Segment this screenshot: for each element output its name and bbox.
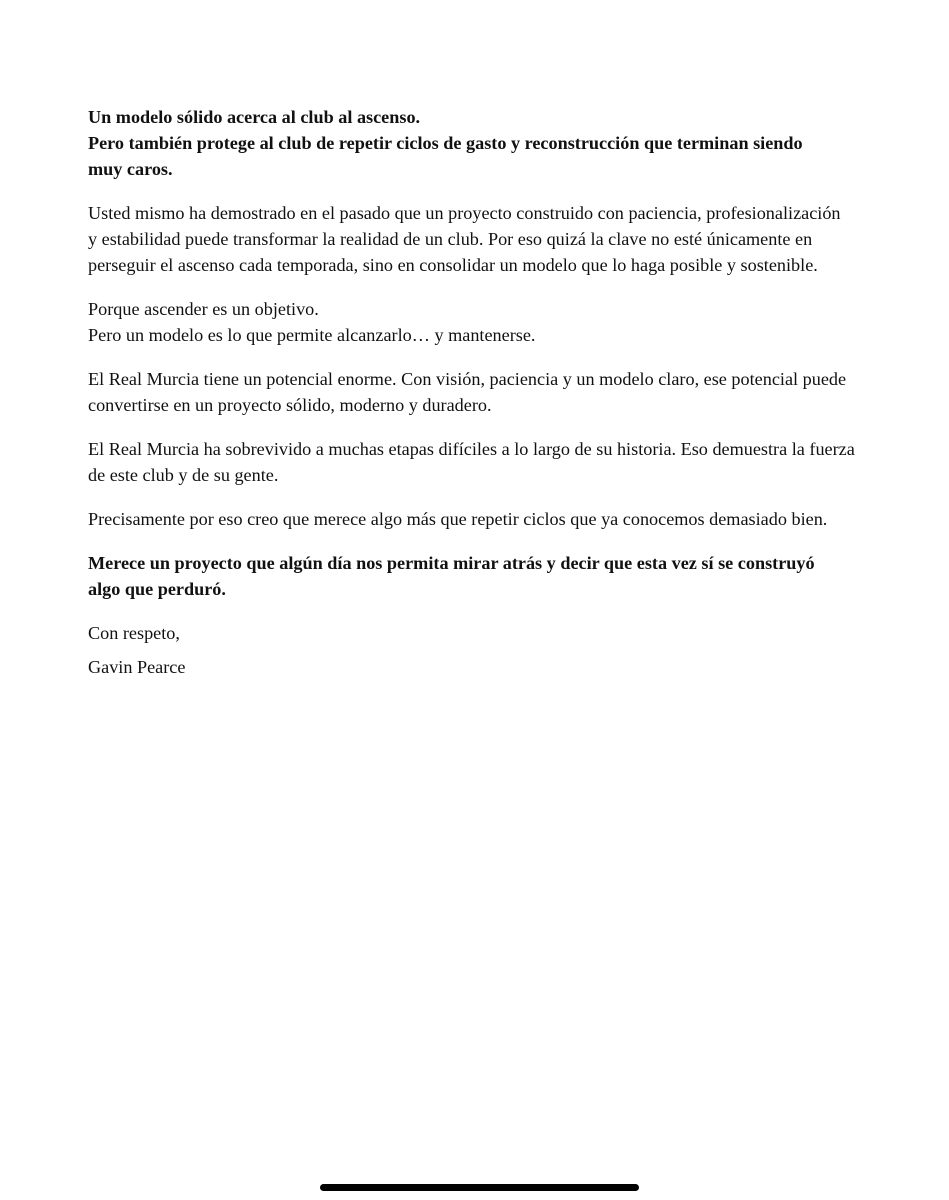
closing-text: Con respeto,	[88, 623, 180, 643]
paragraph-line: de este club y de su gente.	[88, 465, 279, 485]
paragraph-conclusion	[88, 550, 870, 602]
paragraph-line: convertirse en un proyecto sólido, moderno y duradero.	[88, 395, 492, 415]
paragraph-proyecto	[88, 200, 870, 278]
paragraph-line: algo que perduró.	[88, 579, 226, 599]
paragraph-line: muy caros.	[88, 159, 173, 179]
signature-name: Gavin Pearce	[88, 657, 186, 677]
paragraph-line: Porque ascender es un objetivo.	[88, 299, 319, 319]
paragraph-line: Precisamente por eso creo que merece algo más que repetir ciclos que ya conocemos demasiado bien.	[88, 509, 828, 529]
paragraph-line: Merece un proyecto que algún día nos permita mirar atrás y decir que esta vez sí se construyó	[88, 553, 815, 573]
paragraph-line: Un modelo sólido acerca al club al ascenso.	[88, 107, 421, 127]
paragraph-line: perseguir el ascenso cada temporada, sino en consolidar un modelo que lo haga posible y sostenible.	[88, 255, 818, 275]
paragraph-line: El Real Murcia tiene un potencial enorme. Con visión, paciencia y un modelo claro, ese potencial puede	[88, 369, 847, 389]
paragraph-historia	[88, 436, 870, 488]
paragraph-intro	[88, 104, 870, 182]
paragraph-line: Pero un modelo es lo que permite alcanzarlo… y mantenerse.	[88, 325, 536, 345]
paragraph-line: El Real Murcia ha sobrevivido a muchas etapas difíciles a lo largo de su historia. Eso demuestra la fuerza	[88, 439, 855, 459]
paragraph-line: Usted mismo ha demostrado en el pasado que un proyecto construido con paciencia, profesionalización	[88, 203, 841, 223]
paragraph-potencial	[88, 366, 870, 418]
home-indicator-bar[interactable]	[320, 1184, 639, 1191]
paragraph-line: Pero también protege al club de repetir ciclos de gasto y reconstrucción que terminan siendo	[88, 133, 803, 153]
paragraph-ciclos	[88, 506, 870, 532]
letter-body	[88, 104, 870, 688]
paragraph-line: y estabilidad puede transformar la realidad de un club. Por eso quizá la clave no esté únicamente en	[88, 229, 813, 249]
paragraph-ascender	[88, 296, 870, 348]
